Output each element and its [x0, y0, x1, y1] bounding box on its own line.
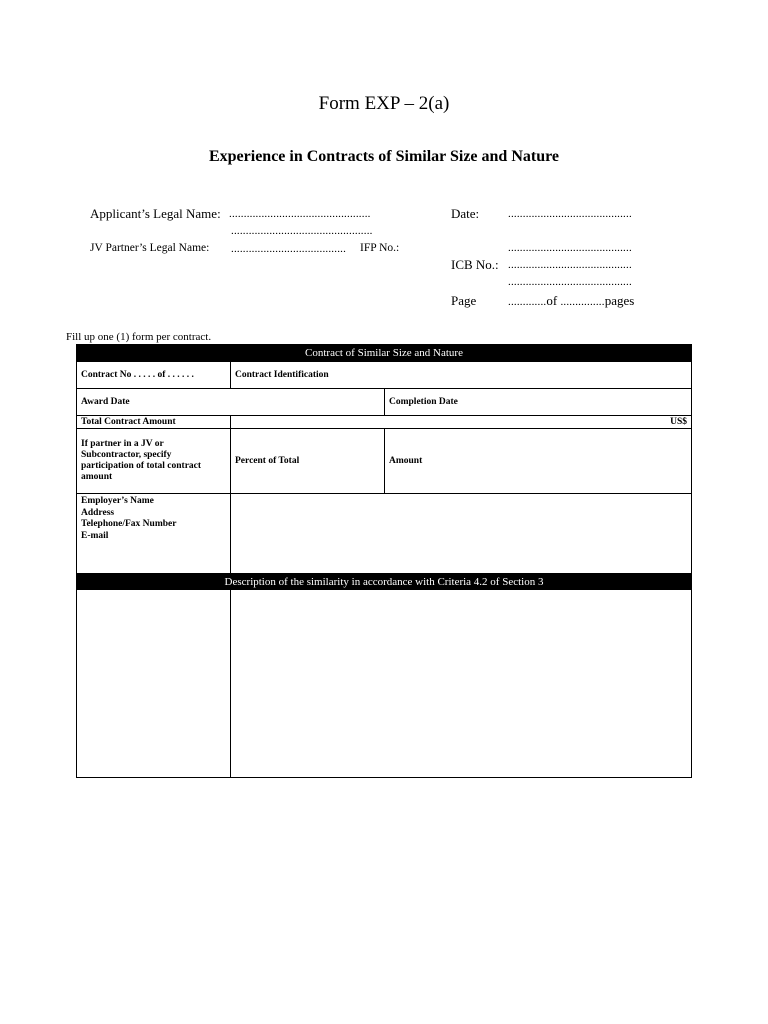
amount-label[interactable]: Amount	[385, 429, 692, 494]
partner-participation-label: If partner in a JV or Subcontractor, specify participation of total contract amount	[77, 429, 231, 494]
email-label: E-mail	[81, 530, 109, 541]
page-of-text: of	[546, 293, 558, 308]
page-count-line	[508, 293, 634, 309]
form-title: Form EXP – 2(a)	[318, 93, 450, 114]
address-label: Address	[81, 507, 115, 518]
similarity-description-cell[interactable]	[231, 590, 692, 778]
jv-partner-legal-name-field[interactable]: .......................................	[231, 243, 347, 255]
employer-name-label: Employer’s Name	[81, 496, 154, 506]
page-number-field[interactable]: .............	[508, 296, 547, 308]
section-header-similarity: Description of the similarity in accordance with Criteria 4.2 of Section 3	[77, 574, 692, 590]
ifp-no-label: IFP No.:	[360, 242, 400, 254]
instruction-text: Fill up one (1) form per contract.	[66, 331, 212, 343]
icb-no-label: ICB No.:	[451, 257, 499, 272]
telephone-fax-label: Telephone/Fax Number	[81, 519, 177, 529]
icb-no-field[interactable]: ..........................................	[508, 259, 632, 271]
applicant-legal-name-field-line2[interactable]: ................................................	[231, 225, 373, 237]
date-field-line2[interactable]: ..........................................	[508, 242, 632, 254]
contract-experience-table	[76, 344, 692, 778]
employer-details-label	[77, 494, 231, 574]
applicant-legal-name-field[interactable]: ................................................	[229, 208, 371, 220]
date-field[interactable]: ..........................................	[508, 208, 632, 220]
contract-identification-label[interactable]: Contract Identification	[231, 362, 692, 389]
completion-date-label[interactable]: Completion Date	[385, 389, 692, 416]
section-header-contract: Contract of Similar Size and Nature	[77, 345, 692, 362]
percent-of-total-label[interactable]: Percent of Total	[231, 429, 385, 494]
icb-no-field-line2[interactable]: ..........................................	[508, 276, 632, 288]
page-pages-text: pages	[604, 293, 635, 308]
award-date-label[interactable]: Award Date	[77, 389, 385, 416]
page-total-field[interactable]: ...............	[560, 296, 605, 308]
page-label: Page	[451, 293, 477, 308]
similarity-left-cell[interactable]	[77, 590, 231, 778]
employer-details-field[interactable]	[231, 494, 692, 574]
applicant-legal-name-label: Applicant’s Legal Name:	[90, 206, 221, 221]
date-label: Date:	[451, 206, 480, 221]
contract-no-label[interactable]: Contract No . . . . . of . . . . . .	[77, 362, 231, 389]
total-contract-amount-currency[interactable]: US$	[231, 416, 692, 429]
jv-partner-legal-name-label: JV Partner’s Legal Name:	[90, 242, 210, 254]
form-heading: Experience in Contracts of Similar Size and Nature	[208, 148, 560, 165]
total-contract-amount-label: Total Contract Amount	[77, 416, 231, 429]
